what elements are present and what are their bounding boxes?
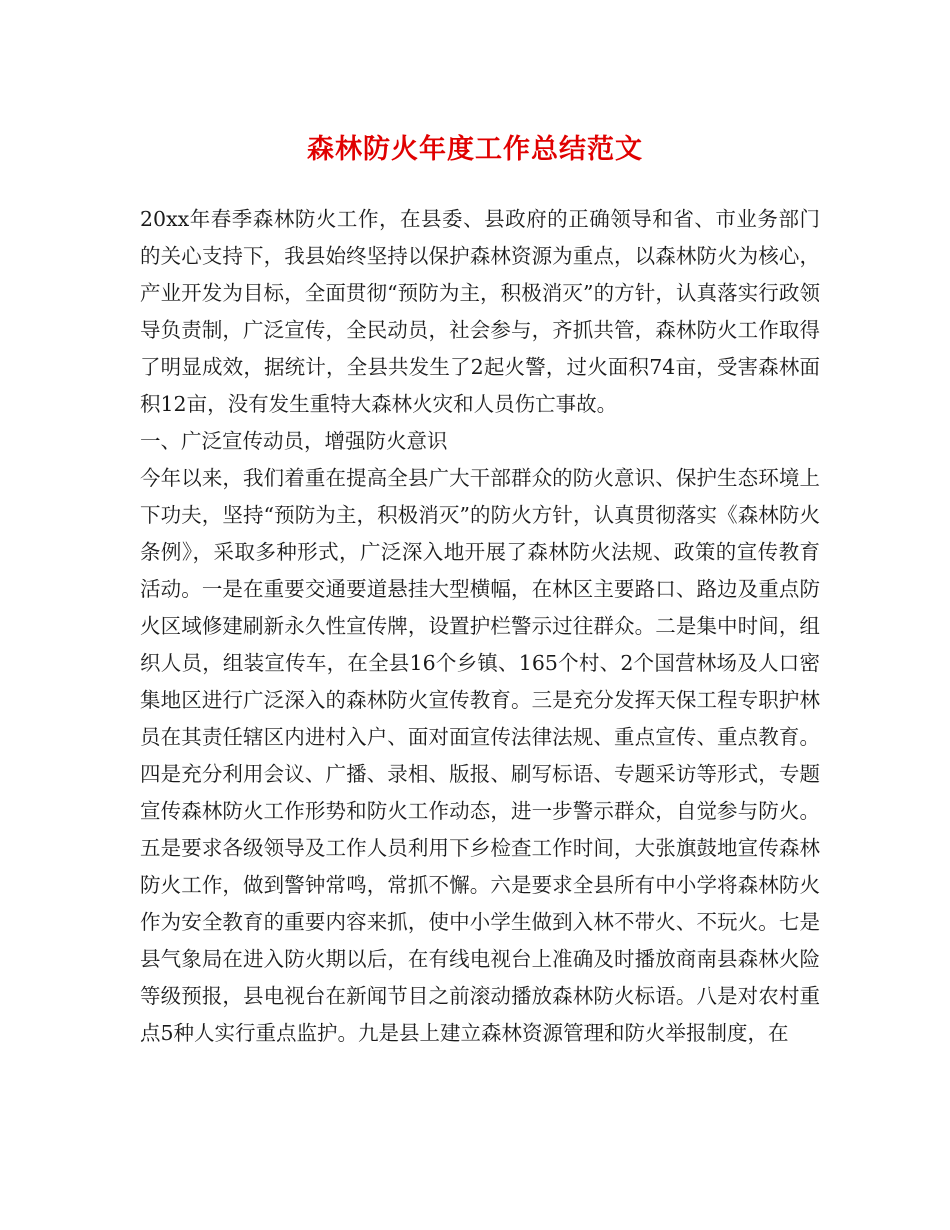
- intro-paragraph: 20xx年春季森林防火工作，在县委、县政府的正确领导和省、市业务部门的关心支持下，我县始终坚持以保护森林资源为重点，以森林防火为核心，产业开发为目标，全面贯彻“预防为主，积极消灭”的方针，认真落实行政领导负责制，广泛宣传，全民动员，社会参与，齐抓共管，森林防火工作取得了明显成效，据统计，全县共发生了2起火警，过火面积74亩，受害森林面积12亩，没有发生重特大森林火灾和人员伤亡事故。: [140, 207, 820, 416]
- section-paragraph: 今年以来，我们着重在提高全县广大干部群众的防火意识、保护生态环境上下功夫，坚持“预防为主，积极消灭”的防火方针，认真贯彻落实《森林防火条例》，采取多种形式，广泛深入地开展了森林防火法规、政策的宣传教育活动。一是在重要交通要道悬挂大型横幅，在林区主要路口、路边及重点防火区域修建刷新永久性宣传牌，设置护栏警示过往群众。二是集中时间，组织人员，组装宣传车，在全县16个乡镇、165个村、2个国营林场及人口密集地区进行广泛深入的森林防火宣传教育。三是充分发挥天保工程专职护林员在其责任辖区内进村入户、面对面宣传法律法规、重点宣传、重点教育。四是充分利用会议、广播、录相、版报、刷写标语、专题采访等形式，专题宣传森林防火工作形势和防火工作动态，进一步警示群众，自觉参与防火。五是要求各级领导及工作人员利用下乡检查工作时间，大张旗鼓地宣传森林防火工作，做到警钟常鸣，常抓不懈。六是要求全县所有中小学将森林防火作为安全教育的重要内容来抓，使中小学生做到入林不带火、不玩火。七是县气象局在进入防火期以后，在有线电视台上准确及时播放商南县森林火险等级预报，县电视台在新闻节目之前滚动播放森林防火标语。八是对农村重点5种人实行重点监护。九是县上建立森林资源管理和防火举报制度，在: [140, 466, 820, 1045]
- document-body: [140, 201, 820, 1052]
- section-heading: 一、广泛宣传动员，增强防火意识: [140, 429, 448, 453]
- document-title: 森林防火年度工作总结范文: [307, 134, 643, 165]
